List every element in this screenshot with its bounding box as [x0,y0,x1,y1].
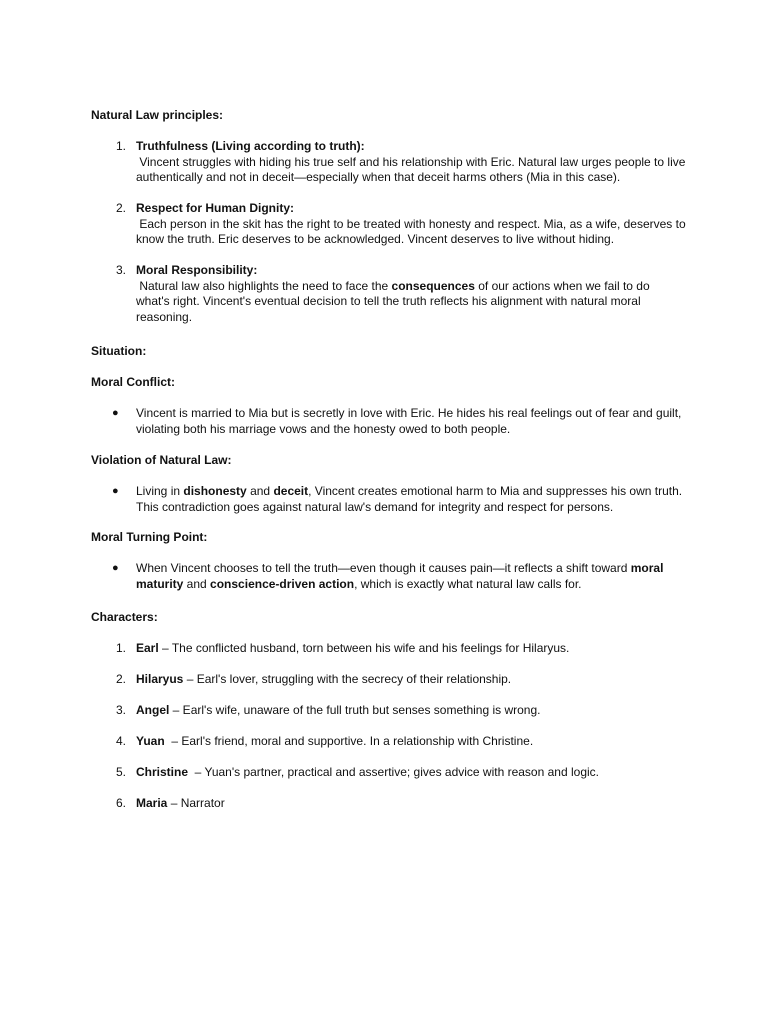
principle-item [136,201,686,248]
characters-heading: Characters: [91,610,158,624]
character-item [136,672,686,688]
character-name: Angel [136,703,170,717]
character-number: 1. [115,641,126,655]
character-number: 2. [115,672,126,686]
principle-item [136,263,686,325]
principle-body-start: Natural law also highlights the need to face the [139,278,392,293]
principle-body: Each person in the skit has the right to be treated with honesty and respect. Mia, as a wife, deserves to know the truth. Eric deserves to be acknowledged. Vincent deserves to live without hiding. [136,216,686,246]
situation-heading: Situation: [91,344,147,358]
principle-number: 1. [115,139,126,153]
principle-item [136,139,686,186]
principle-title: Respect for Human Dignity: [136,201,295,215]
text-run: When Vincent chooses to tell the truth—even though it causes pain—it reflects a shift toward [136,561,631,575]
bullet-icon: ● [112,407,119,419]
character-item [136,734,686,750]
principle-number: 2. [115,201,126,215]
character-item [136,703,686,719]
character-desc: – Earl's friend, moral and supportive. In a relationship with Christine. [164,734,534,748]
character-desc: – The conflicted husband, torn between his wife and his feelings for Hilaryus. [158,641,570,655]
principle-body: Vincent struggles with hiding his true self and his relationship with Eric. Natural law urges people to live authentically and not in deceit—especially when that deceit harms others (Mia in this case). [136,154,686,184]
text-run: , which is exactly what natural law calls for. [354,576,582,591]
moral-conflict-heading: Moral Conflict: [91,375,175,389]
bullet-icon: ● [112,562,119,574]
natural-law-heading: Natural Law principles: [91,108,224,122]
turning-point-heading: Moral Turning Point: [91,530,208,544]
character-item [136,765,686,781]
character-desc: – Narrator [167,796,225,810]
character-number: 4. [115,734,126,748]
character-name: Yuan [136,734,165,748]
character-item [136,641,686,657]
character-name: Christine [136,765,189,779]
character-number: 6. [115,796,126,810]
character-desc: – Yuan's partner, practical and assertive; gives advice with reason and logic. [188,765,599,779]
principle-body-emphasis: consequences [391,278,475,293]
violation-text [136,484,686,515]
emphasis-moral-maturity: moral maturity [136,561,664,591]
principle-body-end: of our actions when we fail to do what's right. Vincent's eventual decision to tell the truth reflects his alignment with natural moral reasoning. [136,278,650,324]
principle-title: Truthfulness (Living according to truth): [136,139,365,153]
emphasis-dishonesty: dishonesty [183,484,247,498]
bullet-icon: ● [112,485,119,497]
character-number: 3. [115,703,126,717]
violation-heading: Violation of Natural Law: [91,453,232,467]
text-run: , Vincent creates emotional harm to Mia and suppresses his own truth. This contradiction goes against natural law's demand for integrity and respect for persons. [136,484,683,514]
text-run: and [183,576,211,591]
character-name: Maria [136,796,168,810]
text-run: Living in [136,484,184,498]
principle-title: Moral Responsibility: [136,263,258,277]
principle-number: 3. [115,263,126,277]
character-desc: – Earl's wife, unaware of the full truth but senses something is wrong. [169,703,541,717]
emphasis-deceit: deceit [273,484,309,498]
turning-point-text [136,561,686,592]
character-number: 5. [115,765,126,779]
character-name: Hilaryus [136,672,184,686]
character-desc: – Earl's lover, struggling with the secrecy of their relationship. [183,672,512,686]
character-name: Earl [136,641,159,655]
text-run: and [246,484,274,498]
moral-conflict-text: Vincent is married to Mia but is secretly in love with Eric. He hides his real feelings out of fear and guilt, violating both his marriage vows and the honesty owed to both people. [136,406,682,436]
emphasis-conscience: conscience-driven action [210,576,355,591]
character-item [136,796,686,812]
